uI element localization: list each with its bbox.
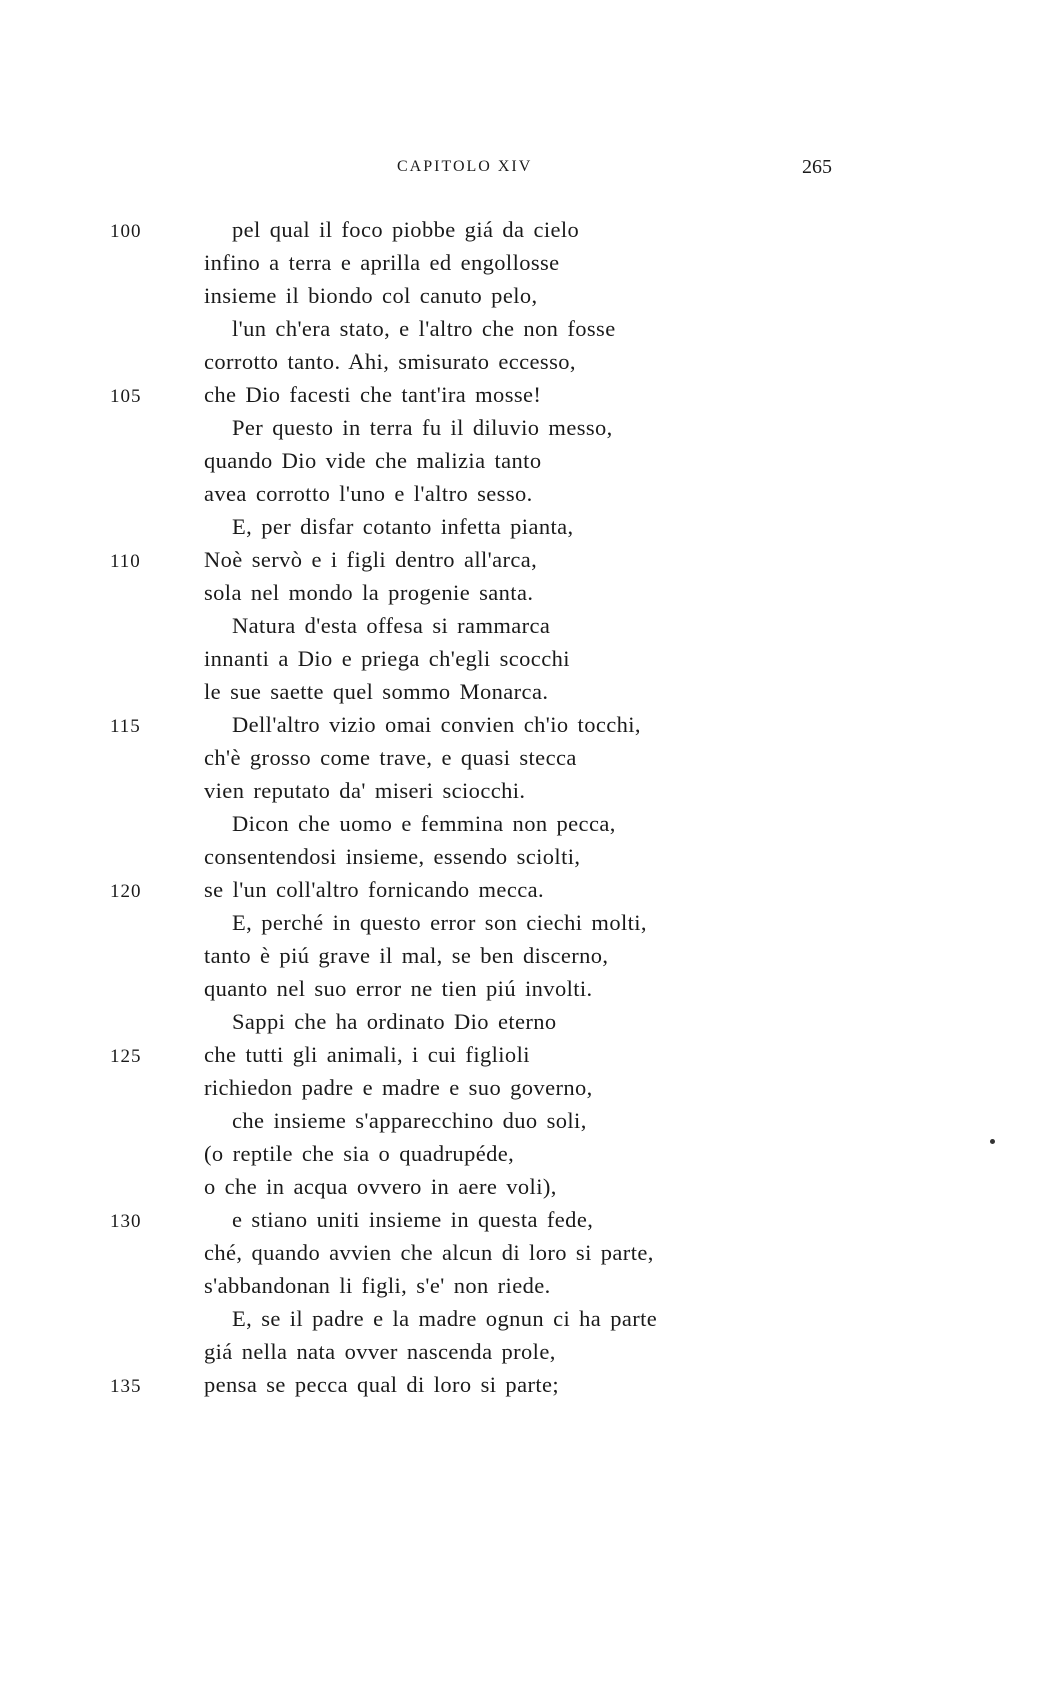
verse-line [0, 378, 1039, 411]
verse-line-text: ché, quando avvien che alcun di loro si parte, [204, 1240, 654, 1265]
verse-line [0, 1368, 1039, 1401]
verse-line-text: o che in acqua ovvero in aere voli), [204, 1174, 557, 1199]
verse-line [0, 1038, 1039, 1071]
verse-line-text: quando Dio vide che malizia tanto [204, 448, 542, 473]
verse-line [0, 741, 1039, 774]
verse-line-text: che tutti gli animali, i cui figlioli [204, 1042, 530, 1067]
verse-line [0, 642, 1039, 675]
verse-line [0, 477, 1039, 510]
verse-line-number: 100 [110, 221, 142, 242]
verse-line [0, 1170, 1039, 1203]
verse-line [0, 1269, 1039, 1302]
verse-line-text: E, se il padre e la madre ognun ci ha parte [232, 1306, 658, 1331]
verse-line [0, 675, 1039, 708]
page-header [0, 158, 1039, 182]
stray-dot-mark [990, 1139, 995, 1144]
verse-line-text: ch'è grosso come trave, e quasi stecca [204, 745, 577, 770]
verse-line [0, 1137, 1039, 1170]
verse-line [0, 1302, 1039, 1335]
verse-line-text: se l'un coll'altro fornicando mecca. [204, 877, 545, 902]
verse-line-text: corrotto tanto. Ahi, smisurato eccesso, [204, 349, 576, 374]
verse-line-text: sola nel mondo la progenie santa. [204, 580, 534, 605]
verse-line-number: 135 [110, 1376, 142, 1397]
verse-line-number: 110 [110, 551, 141, 572]
verse-line-number: 125 [110, 1046, 142, 1067]
verse-line-number: 120 [110, 881, 142, 902]
verse-line [0, 972, 1039, 1005]
verse-line [0, 939, 1039, 972]
verse-line-number: 130 [110, 1211, 142, 1232]
verse-line-number: 105 [110, 386, 142, 407]
verse-line-text: pensa se pecca qual di loro si parte; [204, 1372, 560, 1397]
verse-line [0, 543, 1039, 576]
verse-line-text: vien reputato da' miseri sciocchi. [204, 778, 526, 803]
verse-line-text: che insieme s'apparecchino duo soli, [232, 1108, 587, 1133]
verse-line [0, 609, 1039, 642]
verse-line-text: le sue saette quel sommo Monarca. [204, 679, 549, 704]
verse-line-text: Natura d'esta offesa si rammarca [232, 613, 551, 638]
verse-line [0, 1203, 1039, 1236]
verse-line-text: pel qual il foco piobbe giá da cielo [232, 217, 580, 242]
verse-line-text: innanti a Dio e priega ch'egli scocchi [204, 646, 570, 671]
verse-line [0, 1104, 1039, 1137]
verse-line-text: quanto nel suo error ne tien piú involti. [204, 976, 593, 1001]
verse-line [0, 1005, 1039, 1038]
verse-line [0, 279, 1039, 312]
verse-line [0, 873, 1039, 906]
verse-line-text: s'abbandonan li figli, s'e' non riede. [204, 1273, 551, 1298]
verse-line-text: richiedon padre e madre e suo governo, [204, 1075, 593, 1100]
verse-line [0, 906, 1039, 939]
verse-line-text: Dicon che uomo e femmina non pecca, [232, 811, 616, 836]
verse-line [0, 576, 1039, 609]
verse-line-text: tanto è piú grave il mal, se ben discerno, [204, 943, 609, 968]
verse-line-text: Dell'altro vizio omai convien ch'io tocchi, [232, 712, 641, 737]
verse-line [0, 840, 1039, 873]
verse-line [0, 774, 1039, 807]
verse-line [0, 444, 1039, 477]
verse-line [0, 246, 1039, 279]
page-number: 265 [802, 156, 832, 178]
verse-block [0, 213, 1039, 1401]
verse-line [0, 411, 1039, 444]
verse-line [0, 1236, 1039, 1269]
verse-line [0, 345, 1039, 378]
verse-line-text: e stiano uniti insieme in questa fede, [232, 1207, 594, 1232]
running-title: CAPITOLO XIV [397, 158, 533, 175]
verse-line-text: (o reptile che sia o quadrupéde, [204, 1141, 515, 1166]
verse-line [0, 312, 1039, 345]
verse-line-text: Per questo in terra fu il diluvio messo, [232, 415, 613, 440]
verse-line-text: consentendosi insieme, essendo sciolti, [204, 844, 581, 869]
verse-line-number: 115 [110, 716, 141, 737]
verse-line [0, 213, 1039, 246]
verse-line [0, 1335, 1039, 1368]
verse-line-text: giá nella nata ovver nascenda prole, [204, 1339, 556, 1364]
verse-line [0, 510, 1039, 543]
verse-line [0, 1071, 1039, 1104]
verse-line [0, 807, 1039, 840]
verse-line-text: avea corrotto l'uno e l'altro sesso. [204, 481, 533, 506]
verse-line-text: insieme il biondo col canuto pelo, [204, 283, 538, 308]
verse-line-text: Sappi che ha ordinato Dio eterno [232, 1009, 557, 1034]
verse-line-text: infino a terra e aprilla ed engollosse [204, 250, 560, 275]
verse-line-text: che Dio facesti che tant'ira mosse! [204, 382, 542, 407]
verse-line-text: Noè servò e i figli dentro all'arca, [204, 547, 538, 572]
verse-line-text: E, per disfar cotanto infetta pianta, [232, 514, 574, 539]
verse-line-text: E, perché in questo error son ciechi molti, [232, 910, 647, 935]
verse-line-text: l'un ch'era stato, e l'altro che non fosse [232, 316, 616, 341]
verse-line [0, 708, 1039, 741]
